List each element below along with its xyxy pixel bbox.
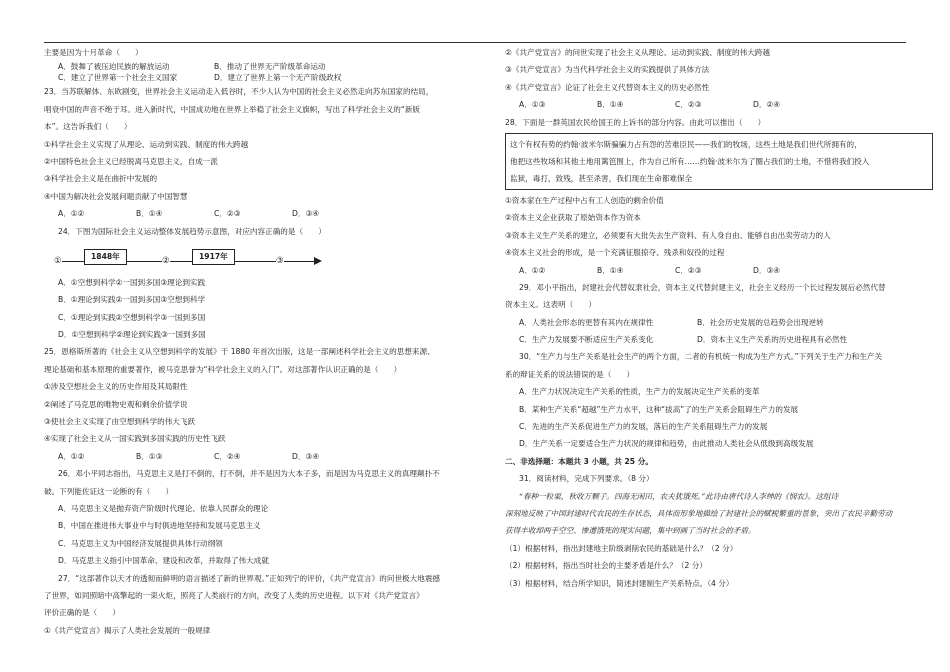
q27-stem-line-3: 评价正确的是（ ） <box>44 608 120 618</box>
q22-option-a: A．鼓舞了被压迫民族的解放运动 <box>58 62 170 72</box>
q28-material-line-1: 这个有权有势的约翰·波米尔斯骗骗力占有怨的苦难臣民——我们的牧场，这些土地是我们世代所拥有的， <box>510 139 862 149</box>
q23-stem-line-2: 唱衰中国的声音不绝于耳。进入新时代，中国成功地在世界上举稳了社会主义旗帜，写出了科学社会主义的“新版 <box>44 104 421 114</box>
q27-options <box>505 96 933 113</box>
timeline-stage-1: ① <box>54 255 62 266</box>
q30-option-d: D．生产关系一定要适合生产力状况的规律和趋势，由此推动人类社会从低级到高级发展 <box>519 439 814 449</box>
q24-option-d: D．①空想到科学②理论到实践③一国到多国 <box>58 330 206 340</box>
q27-option-b: B．①④ <box>597 100 624 110</box>
q26-option-c: C．马克思主义为中国经济发展提供具体行动纲领 <box>58 538 223 548</box>
left-column <box>44 44 472 639</box>
q27-item-2: ②《共产党宣言》的问世实现了社会主义从理论、运动到实践、制度的伟大跨越 <box>505 48 770 57</box>
q24-option-c: C．①理论到实践②空想到科学③一国到多国 <box>58 312 206 322</box>
q31-question-3: （3）根据材料，结合所学知识，简述封建制生产关系特点。（4 分） <box>505 578 734 588</box>
q29-stem-line-2: 资本主义。这表明（ ） <box>505 300 597 310</box>
q27-item-4: ④《共产党宣言》论证了社会主义代替资本主义的历史必然性 <box>505 82 710 92</box>
q24-option-a: A．①空想到科学②一国到多国③理论到实践 <box>58 277 206 287</box>
q22-option-b: B．推动了世界无产阶级革命运动 <box>214 62 326 72</box>
q23-item-4: ④中国为解决社会发展问题贡献了中国智慧 <box>44 191 188 201</box>
q22-options-row-1 <box>44 61 472 72</box>
q27-option-a: A．①③ <box>519 100 546 110</box>
timeline-stage-3: ③ <box>276 255 284 266</box>
right-column <box>505 44 933 592</box>
q27-stem-line-1: 27．“这部著作以天才的透彻而鲜明的语言描述了新的世界观。”正如列宁的评价，《共产党宣言》的问世极大地震撼 <box>58 573 441 583</box>
q25-item-3: ③使社会主义实现了由空想到科学的伟大飞跃 <box>44 417 196 427</box>
q30-option-b: B．某种生产关系“超越”生产力水平，这种“拔高”了的生产关系会阻碍生产力的发展 <box>519 404 799 414</box>
q28-stem: 28．下面是一群英国农民给国王的上诉书的部分内容。由此可以推出（ ） <box>505 117 766 127</box>
q27-item-3: ③《共产党宣言》为当代科学社会主义的实践提供了具体方法 <box>505 65 710 75</box>
section-2-heading: 二、非选择题：本题共 3 小题，共 25 分。 <box>505 456 653 466</box>
q31-material-line-2: 深刻地反映了中国封建时代农民的生存状态，具体而形象地描绘了封建社会的赋税繁重的景象，突出了农民辛勤劳动 <box>505 508 893 518</box>
q28-option-a: A．①② <box>519 265 546 275</box>
q23-stem-line-1: 23．当苏联解体、东欧剧变，世界社会主义运动走入低谷时，不少人认为中国的社会主义必然走向苏东国家的结局， <box>44 87 434 97</box>
q24-timeline-diagram <box>44 240 472 274</box>
q25-option-d: D．③④ <box>292 451 320 461</box>
q26-stem-line-1: 26．邓小平同志指出，马克思主义是打不倒的，打不倒，并不是因为大本子多，而是因为马克思主义的真理颠扑不 <box>58 469 440 479</box>
q23-item-3: ③科学社会主义是在曲折中发展的 <box>44 174 158 184</box>
q27-option-c: C．②③ <box>675 100 702 110</box>
q25-item-4: ④实现了社会主义从一国实践到多国实践的历史性飞跃 <box>44 434 226 444</box>
header-rule <box>44 42 906 43</box>
q30-stem-line-1: 30．“生产力与生产关系是社会生产的两个方面，二者的有机统一构成为生产方式。”下列关于生产力和生产关 <box>519 352 883 362</box>
q28-item-3: ③资本主义生产关系的建立，必须要有大批失去生产资料、有人身自由、能够自由出卖劳动力的人 <box>505 230 831 240</box>
q29-options-row-1 <box>505 314 933 331</box>
q27-option-d: D．②④ <box>753 100 781 110</box>
q31-stem: 31．阅读材料，完成下列要求。（8 分） <box>519 474 654 484</box>
q25-option-c: C．②④ <box>214 451 241 461</box>
q31-question-2: （2）根据材料，指出当时社会的主要矛盾是什么？（2 分） <box>505 561 707 571</box>
q22-option-d: D．建立了世界上第一个无产阶级政权 <box>214 73 342 83</box>
q30-stem-line-2: 系的辩证关系的说法错误的是（ ） <box>505 369 635 379</box>
q23-stem-line-3: 本”。这告诉我们（ ） <box>44 122 132 132</box>
q29-option-a: A．人类社会形态的更替有其内在规律性 <box>519 317 654 327</box>
q22-options-row-2 <box>44 72 472 83</box>
q23-options <box>44 205 472 222</box>
q29-option-d: D．资本主义生产关系的历史进程具有必然性 <box>697 335 848 345</box>
q26-option-a: A．马克思主义是抛弃资产阶级时代理论、依靠人民群众的理论 <box>58 503 269 513</box>
q23-option-c: C．②③ <box>214 209 241 219</box>
q28-material-line-2: 他把这些牧场和其他土地用篱笆围上，作为自己所有……约翰·波米尔为了圈占我们的土地，不惜将我们投入 <box>510 156 870 166</box>
q23-option-b: B．①④ <box>136 209 163 219</box>
q29-option-c: C．生产力发展要不断适应生产关系变化 <box>519 335 654 345</box>
q25-item-1: ①涉及空想社会主义的历史作用及其局限性 <box>44 382 188 392</box>
q28-material-line-3: 监狱，毒打，致残，甚至杀害，我们现在生命都难保全 <box>510 173 693 183</box>
q31-question-1: （1）根据材料，指出封建地主阶级剥削农民的基础是什么？（2 分） <box>505 543 738 553</box>
q29-stem-line-1: 29．邓小平指出，封建社会代替奴隶社会，资本主义代替封建主义，社会主义经历一个长过程发展后必然代替 <box>519 282 886 292</box>
q26-stem-line-2: 破。下列能佐证这一论断的有（ ） <box>44 486 174 496</box>
q22-option-c: C．建立了世界第一个社会主义国家 <box>58 73 178 83</box>
q26-option-b: B．中国在推进伟大事业中与时俱进地坚持和发展马克思主义 <box>58 521 261 531</box>
q28-item-2: ②资本主义企业获取了原始资本作为资本 <box>505 213 641 223</box>
q30-option-c: C．先进的生产关系促进生产力的发展，落后的生产关系阻碍生产力的发展 <box>519 422 768 432</box>
timeline-arrow-icon <box>314 257 322 265</box>
q24-stem: 24．下图为国际社会主义运动整体发展趋势示意图，对应内容正确的是（ ） <box>58 226 326 236</box>
q23-item-2: ②中国特色社会主义已经脱离马克思主义，自成一派 <box>44 156 218 166</box>
q25-option-a: A．①② <box>58 451 85 461</box>
q26-option-d: D．马克思主义指引中国革命、建设和改革，并取得了伟大成就 <box>58 556 269 566</box>
q25-stem-line-1: 25．恩格斯所著的《社会主义从空想到科学的发展》于 1880 年首次出版，这是一部阐述科学社会主义的思想来源、 <box>44 347 435 357</box>
q25-option-b: B．①③ <box>136 451 163 461</box>
q27-stem-line-2: 了世界，如同照暗中高擎起的一束火炬，照亮了人类前行的方向，改变了人类的历史进程。以下对《共产党宣言》 <box>44 590 424 600</box>
timeline-stage-2: ② <box>162 255 170 266</box>
timeline-year-1917: 1917年 <box>192 249 235 265</box>
q28-material-box <box>505 133 933 190</box>
q28-item-1: ①资本家在生产过程中占有工人创造的剩余价值 <box>505 195 664 205</box>
q25-item-2: ②阐述了马克思的唯物史观和剩余价值学说 <box>44 399 188 409</box>
q31-material-line-3: 获得丰收却两手空空、惨遭饿死的现实问题，集中到画了当时社会的矛盾。 <box>505 526 756 536</box>
q28-item-4: ④资本主义社会的形成，是一个充满征服掠夺、残杀和奴役的过程 <box>505 248 725 258</box>
q25-stem-line-2: 理论基础和基本原理的重要著作，被马克思誉为“科学社会主义的入门”。对这部著作认识正确的是（ ） <box>44 364 402 374</box>
q23-option-a: A．①② <box>58 209 85 219</box>
q28-option-d: D．③④ <box>753 265 781 275</box>
q31-material-line-1: “春种一粒粟，秋收万颗子。四海无闲田，农夫犹饿死。”此诗由唐代诗人李绅的《悯农》。这组诗 <box>519 491 839 501</box>
q28-option-b: B．①④ <box>597 265 624 275</box>
q24-option-b: B．①理论到实践②一国到多国③空想到科学 <box>58 295 206 305</box>
q27-item-1: ①《共产党宣言》揭示了人类社会发展的一般规律 <box>44 625 211 635</box>
q29-option-b: B．社会历史发展的总趋势会出现逆转 <box>697 317 824 327</box>
q28-option-c: C．②③ <box>675 265 702 275</box>
q30-option-a: A．生产力状况决定生产关系的性质，生产力的发展决定生产关系的变革 <box>519 387 760 397</box>
q28-options <box>505 262 933 279</box>
q25-options <box>44 448 472 465</box>
timeline-year-1848: 1848年 <box>84 249 127 265</box>
q23-item-1: ①科学社会主义实现了从理论、运动到实践、制度的伟大跨越 <box>44 139 249 149</box>
q23-option-d: D．③④ <box>292 209 320 219</box>
q22-stem-tail: 主要是因为十月革命（ ） <box>44 48 143 57</box>
q29-options-row-2 <box>505 331 933 348</box>
